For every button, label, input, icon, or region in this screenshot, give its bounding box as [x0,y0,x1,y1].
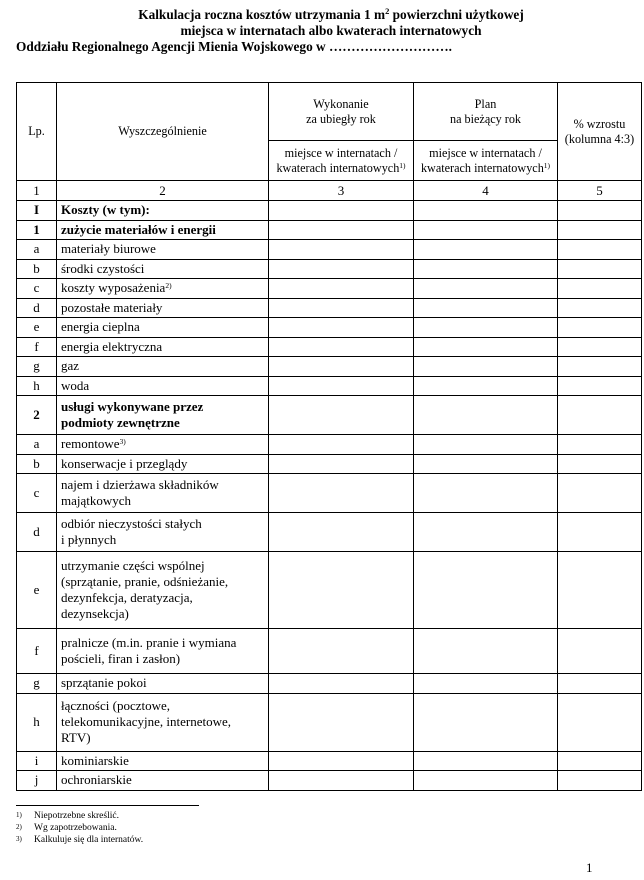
table-row [17,674,642,694]
row-description-line: woda [61,377,90,393]
row-description [57,552,269,629]
row-col4-cell[interactable] [414,357,558,377]
row-col4-cell[interactable] [414,513,558,552]
row-lp: b [17,454,57,474]
row-col4-cell[interactable] [414,337,558,357]
row-col5-cell[interactable] [558,298,642,318]
title-line-1 [16,7,636,23]
row-col4-cell[interactable] [414,220,558,240]
table-body [17,201,642,791]
row-col5-cell[interactable] [558,396,642,435]
row-col4-cell[interactable] [414,240,558,260]
header-col3-line1: Wykonanie [313,96,369,111]
row-description [57,318,269,338]
row-col4-cell[interactable] [414,396,558,435]
row-description-line: pralnicze (m.in. pranie i wymiana [61,635,237,650]
footnote-ref: 1) [543,160,551,170]
column-number-row [17,181,642,201]
row-description-line: energia cieplna [61,319,140,335]
row-description-line: materiały biurowe [61,241,156,257]
header-col4-sub-line2: kwaterach internatowych [420,160,544,175]
row-description [57,629,269,674]
header-col4-sub [414,141,558,181]
row-col4-cell[interactable] [414,279,558,299]
row-col4-cell[interactable] [414,376,558,396]
row-col3-cell[interactable] [269,474,414,513]
row-col5-cell[interactable] [558,376,642,396]
row-lp: e [17,552,57,629]
footnote-ref: 2) [165,281,172,291]
row-description [57,337,269,357]
row-col5-cell[interactable] [558,318,642,338]
row-col4-cell[interactable] [414,629,558,674]
row-col5-cell[interactable] [558,513,642,552]
table-row [17,552,642,629]
row-col3-cell[interactable] [269,337,414,357]
row-col3-cell[interactable] [269,693,414,751]
row-description-line: dezynfekcja, deratyzacja, [61,590,193,605]
footnote-number: 1) [16,811,22,819]
row-col4-cell[interactable] [414,201,558,221]
row-col5-cell[interactable] [558,337,642,357]
row-lp: c [17,279,57,299]
row-lp: f [17,629,57,674]
row-description-line: telekomunikacyjne, internetowe, [61,714,232,729]
row-col3-cell[interactable] [269,220,414,240]
table-row [17,279,642,299]
table-row [17,298,642,318]
row-lp: g [17,357,57,377]
row-col3-cell[interactable] [269,279,414,299]
row-description [57,220,269,240]
row-lp: g [17,674,57,694]
row-description [57,259,269,279]
row-lp: e [17,318,57,338]
row-col3-cell[interactable] [269,259,414,279]
footnote-divider [16,805,199,806]
row-lp: a [17,435,57,455]
row-description [57,298,269,318]
row-col3-cell[interactable] [269,357,414,377]
row-col5-cell[interactable] [558,771,642,791]
row-description-line: środki czystości [61,260,145,276]
row-col4-cell[interactable] [414,771,558,791]
row-description-line: odbiór nieczystości stałych [61,516,202,531]
row-col4-cell[interactable] [414,674,558,694]
row-lp: h [17,693,57,751]
table-row [17,259,642,279]
header-col4-line1: Plan [474,96,497,111]
header-col4-line2: na bieżący rok [449,111,522,126]
header-col4-top [414,83,558,141]
row-description-line: energia elektryczna [61,338,163,354]
footnote-text: Niepotrzebne skreślić. [34,811,119,821]
row-description-line: ochroniarskie [61,772,132,788]
table-row [17,201,642,221]
row-description [57,357,269,377]
row-col3-cell[interactable] [269,435,414,455]
row-col4-cell[interactable] [414,693,558,751]
row-lp: I [17,201,57,221]
footnote-text: Kalkuluje się dla internatów. [34,835,144,845]
row-col4-cell[interactable] [414,552,558,629]
row-description [57,751,269,771]
footnotes [16,810,143,846]
title-line-1-end: powierzchni użytkowej [389,7,524,22]
table-row [17,357,642,377]
row-lp: b [17,259,57,279]
row-col4-cell[interactable] [414,474,558,513]
table-row [17,513,642,552]
row-col3-cell[interactable] [269,201,414,221]
header-col3-line2: za ubiegły rok [306,111,376,126]
row-description-line: RTV) [61,730,91,745]
row-col4-cell[interactable] [414,298,558,318]
header-col5-line2: (kolumna 4:3) [564,131,635,146]
row-col3-cell[interactable] [269,552,414,629]
table-row [17,318,642,338]
row-lp: h [17,376,57,396]
row-lp: f [17,337,57,357]
table-row [17,454,642,474]
row-col5-cell[interactable] [558,220,642,240]
row-col4-cell[interactable] [414,435,558,455]
header-col4-sub-line1: miejsce w internatach / [429,145,542,160]
footnote-ref: 3) [119,437,126,447]
header-col3-sub-line2: kwaterach internatowych [276,160,400,175]
row-description [57,396,269,435]
row-col5-cell[interactable] [558,629,642,674]
row-col3-cell[interactable] [269,771,414,791]
row-col5-cell[interactable] [558,693,642,751]
footnote-item [16,834,143,846]
row-description-line: gaz [61,358,80,374]
row-col5-cell[interactable] [558,552,642,629]
row-col5-cell[interactable] [558,201,642,221]
header-col3-sub [269,141,414,181]
row-col3-cell[interactable] [269,298,414,318]
row-description [57,693,269,751]
row-col3-cell[interactable] [269,396,414,435]
row-description [57,474,269,513]
row-description [57,376,269,396]
document-title [16,7,636,55]
row-col5-cell[interactable] [558,474,642,513]
row-lp: d [17,513,57,552]
row-description [57,201,269,221]
title-superscript: 2 [385,6,390,16]
header-col3-sub-line1: miejsce w internatach / [284,145,398,160]
row-description-line: i płynnych [61,532,117,547]
row-col5-cell[interactable] [558,240,642,260]
colnum-1: 1 [17,181,57,201]
row-description [57,454,269,474]
footnote-item [16,822,143,834]
row-col5-cell[interactable] [558,454,642,474]
row-description-line: sprzątanie pokoi [61,675,147,691]
row-description-line: koszty wyposażenia [61,280,166,296]
row-col3-cell[interactable] [269,751,414,771]
footnote-number: 3) [16,835,22,843]
table-row [17,220,642,240]
table-row [17,693,642,751]
row-lp: j [17,771,57,791]
row-col5-cell[interactable] [558,259,642,279]
row-description-line: utrzymanie części wspólnej [61,558,205,573]
colnum-2: 2 [57,181,269,201]
table-row [17,751,642,771]
row-description [57,771,269,791]
row-lp: i [17,751,57,771]
row-col3-cell[interactable] [269,240,414,260]
footnote-number: 2) [16,823,22,831]
footnote-item [16,810,143,822]
colnum-3: 3 [269,181,414,201]
row-col4-cell[interactable] [414,259,558,279]
row-description-line: zużycie materiałów i energii [61,221,216,237]
row-lp: c [17,474,57,513]
row-col5-cell[interactable] [558,357,642,377]
table-row [17,396,642,435]
row-description [57,279,269,299]
table-row [17,240,642,260]
title-line-1-text: Kalkulacja roczna kosztów utrzymania 1 m [138,7,386,22]
row-description [57,435,269,455]
row-description [57,513,269,552]
row-lp: a [17,240,57,260]
row-col5-cell[interactable] [558,674,642,694]
row-description-line: majątkowych [61,493,132,508]
row-col3-cell[interactable] [269,376,414,396]
row-col4-cell[interactable] [414,751,558,771]
header-lp: Lp. [17,83,57,181]
row-col3-cell[interactable] [269,454,414,474]
title-line-3: Oddziału Regionalnego Agencji Mienia Wojskowego w ………………………. [16,39,452,54]
row-description-line: łączności (pocztowe, [61,698,171,713]
row-lp: 1 [17,220,57,240]
row-col3-cell[interactable] [269,674,414,694]
row-col5-cell[interactable] [558,279,642,299]
row-col3-cell[interactable] [269,513,414,552]
row-description-line: podmioty zewnętrzne [61,415,180,430]
row-description-line: Koszty (w tym): [61,202,150,218]
cost-calculation-table [16,82,642,791]
footnote-ref: 1) [399,160,406,170]
row-description-line: (sprzątanie, pranie, odśnieżanie, [61,574,229,589]
row-col4-cell[interactable] [414,454,558,474]
row-col3-cell[interactable] [269,629,414,674]
row-description-line: remontowe [61,436,120,452]
title-line-2: miejsca w internatach albo kwaterach internatowych [180,23,482,38]
colnum-5: 5 [558,181,642,201]
row-lp: 2 [17,396,57,435]
row-lp: d [17,298,57,318]
table-row [17,771,642,791]
row-description [57,674,269,694]
row-description-line: kominiarskie [61,752,129,768]
row-description-line: pozostałe materiały [61,299,163,315]
row-description-line: usługi wykonywane przez [61,399,204,414]
table-row [17,435,642,455]
row-col5-cell[interactable] [558,751,642,771]
row-col4-cell[interactable] [414,318,558,338]
page-number: 1 [586,860,593,875]
footnote-text: Wg zapotrzebowania. [34,823,117,833]
header-col5 [558,83,642,181]
row-description [57,240,269,260]
row-description-line: konserwacje i przeglądy [61,455,188,471]
table-row [17,337,642,357]
table-row [17,629,642,674]
table-row [17,474,642,513]
header-col3-top [269,83,414,141]
row-col5-cell[interactable] [558,435,642,455]
row-description-line: najem i dzierżawa składników [61,477,219,492]
header-description: Wyszczególnienie [57,83,269,181]
row-description-line: dezynsekcja) [61,606,129,621]
row-col3-cell[interactable] [269,318,414,338]
row-description-line: pościeli, firan i zasłon) [61,651,181,666]
header-col5-line1: % wzrostu [573,116,626,131]
colnum-4: 4 [414,181,558,201]
table-row [17,376,642,396]
